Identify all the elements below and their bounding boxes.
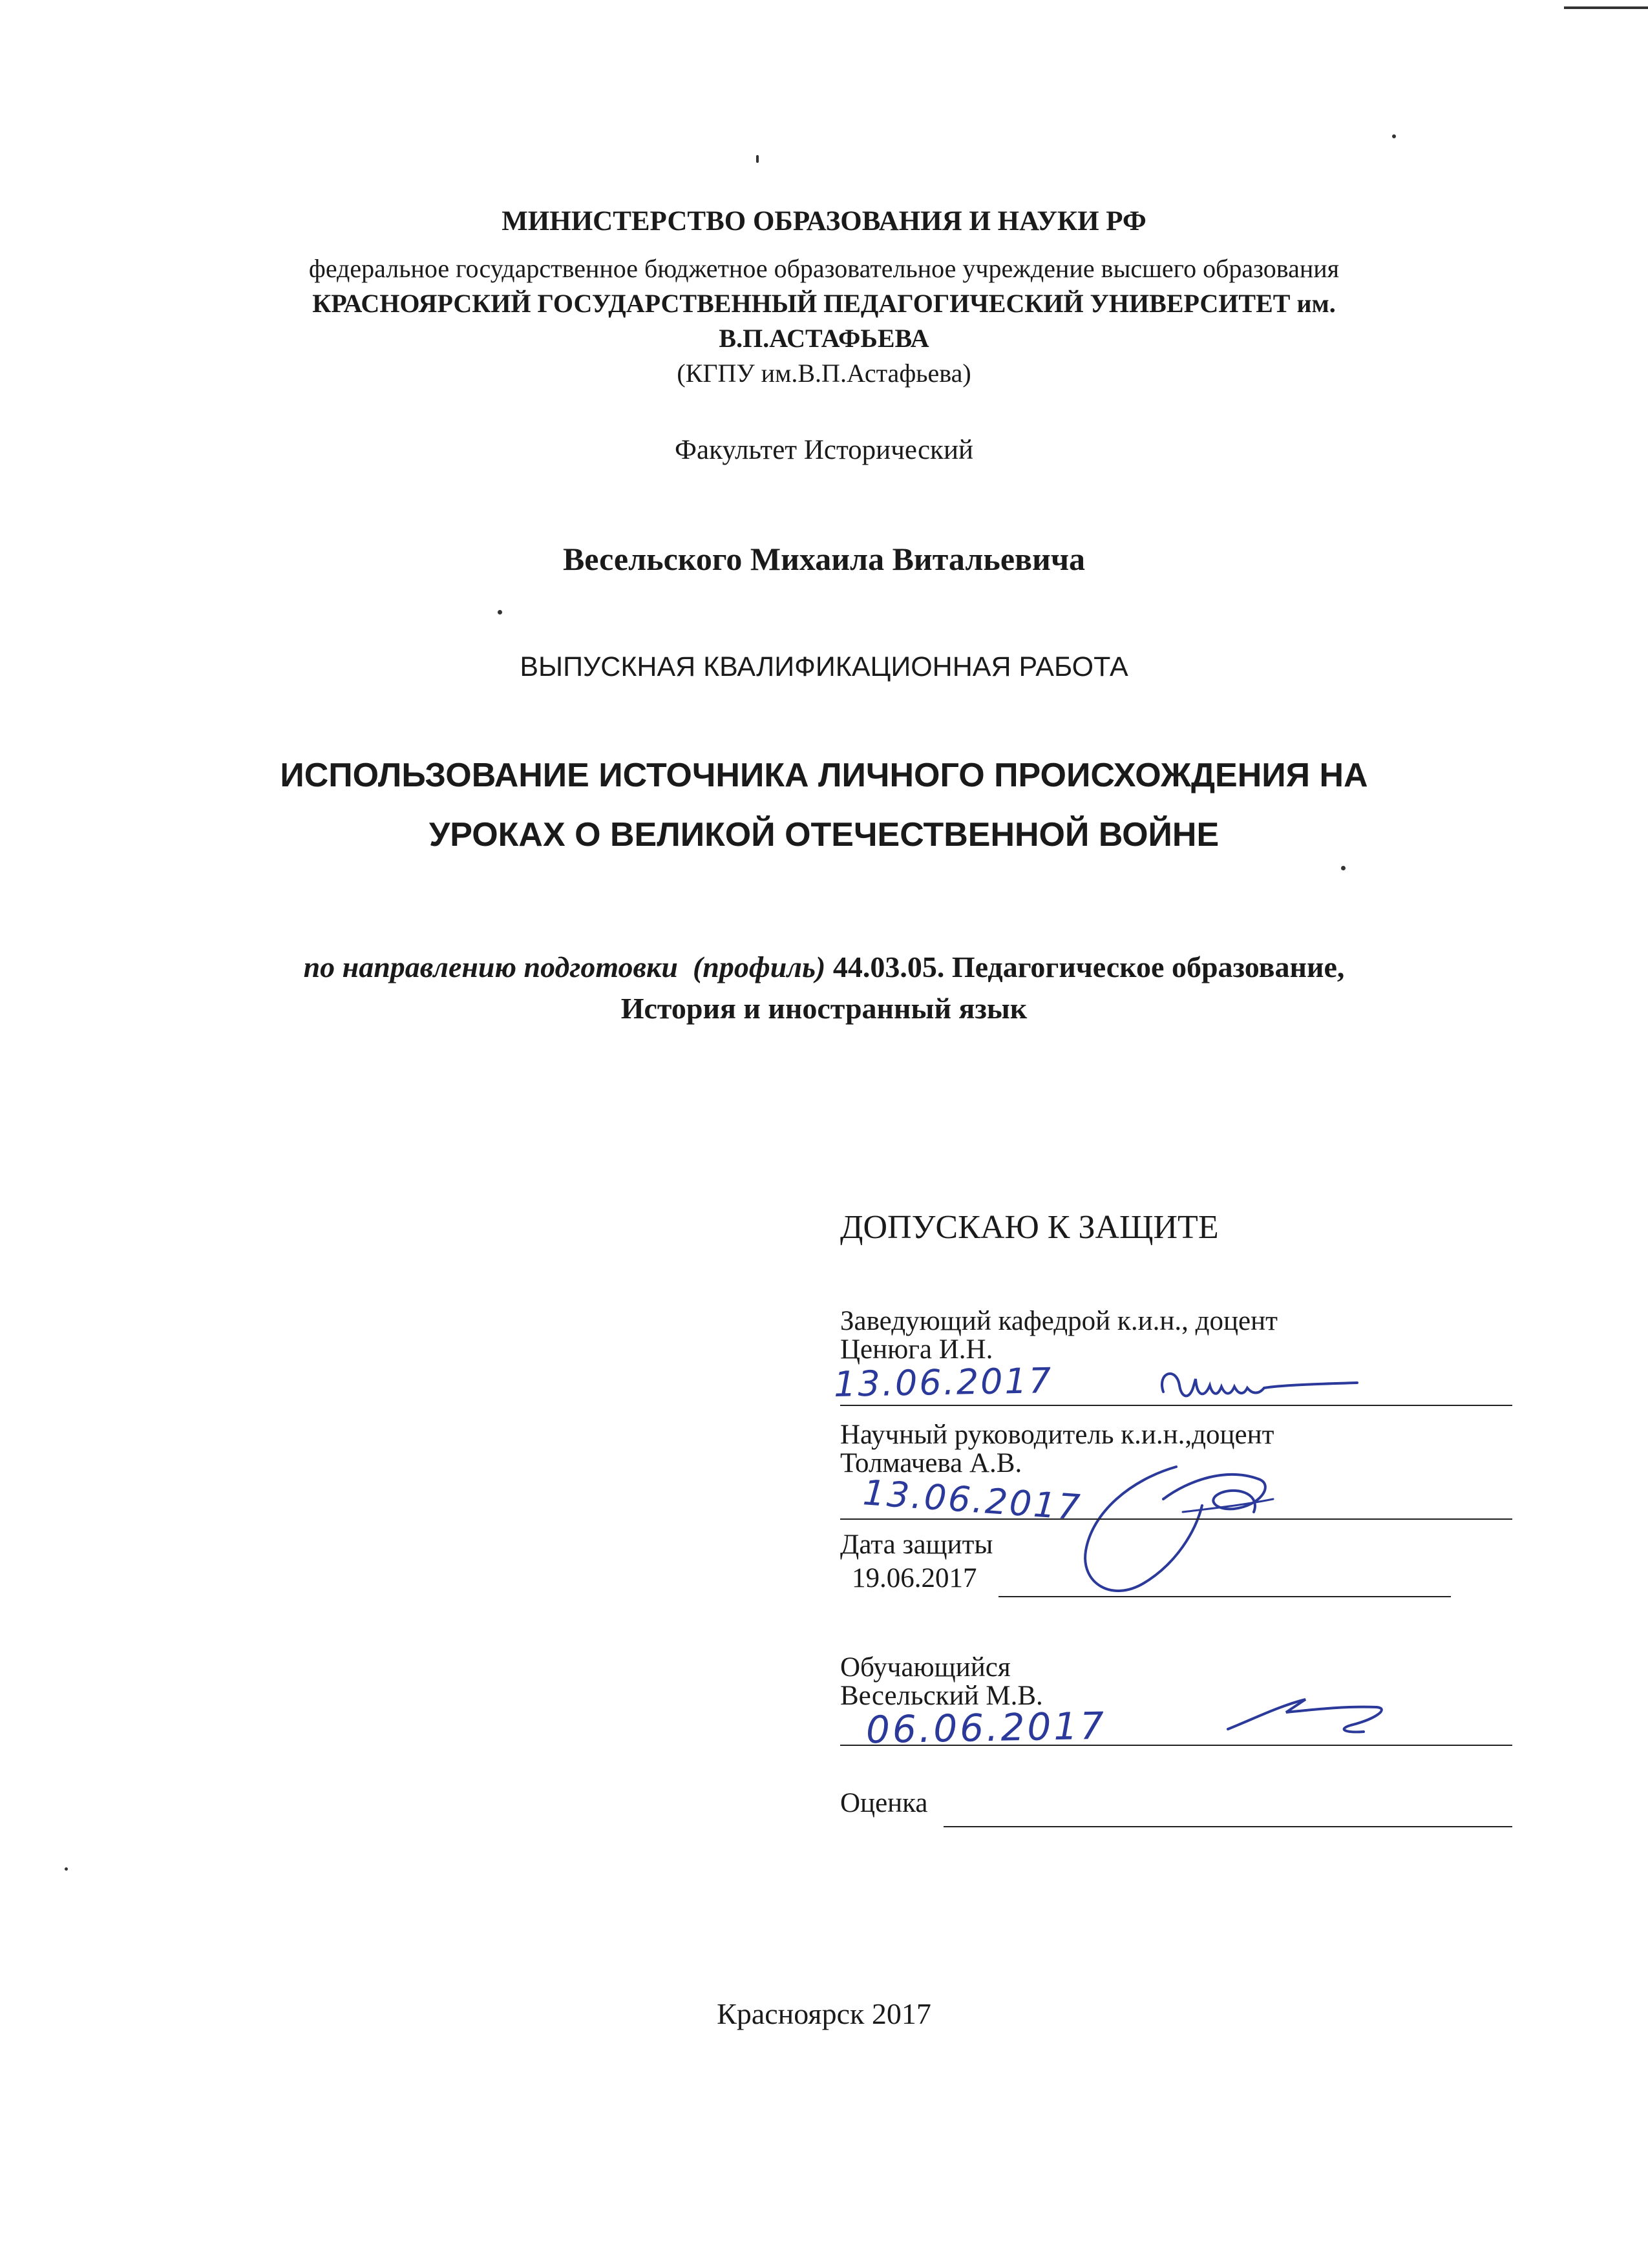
scan-speck	[1392, 134, 1396, 138]
study-direction-code: 44.03.05. Педагогическое образование,	[832, 950, 1345, 983]
city-and-year: Красноярск 2017	[717, 1997, 931, 2030]
student-name: Весельский М.В.	[840, 1681, 1043, 1711]
study-direction-line2: История и иностранный язык	[620, 992, 1028, 1025]
university-name-line2: В.П.АСТАФЬЕВА	[719, 324, 929, 353]
supervisor-handwritten-date: 13.06.2017	[861, 1472, 1083, 1528]
faculty-name: Факультет Исторический	[675, 435, 973, 465]
defense-date-value: 19.06.2017	[852, 1563, 977, 1593]
student-label: Обучающийся	[840, 1652, 1011, 1683]
university-name-line1: КРАСНОЯРСКИЙ ГОСУДАРСТВЕННЫЙ ПЕДАГОГИЧЕСКИЙ УНИВЕРСИТЕТ им.	[312, 289, 1336, 318]
thesis-title-line1: ИСПОЛЬЗОВАНИЕ ИСТОЧНИКА ЛИЧНОГО ПРОИСХОЖДЕНИЯ НА	[280, 757, 1368, 794]
scan-speck	[498, 610, 502, 614]
defense-date-label: Дата защиты	[840, 1529, 993, 1560]
supervisor-name: Толмачева А.В.	[840, 1448, 1022, 1478]
study-direction-prefix: по направлению подготовки (профиль)	[303, 950, 833, 983]
supervisor-signature-line	[840, 1518, 1512, 1520]
department-head-signature-line	[840, 1405, 1512, 1406]
scan-speck	[756, 155, 759, 163]
student-handwritten-date: 06.06.2017	[865, 1703, 1107, 1752]
supervisor-signature	[1066, 1441, 1286, 1609]
scan-speck	[1341, 866, 1346, 870]
scan-speck	[1564, 6, 1648, 9]
author-name: Весельского Михаила Витальевича	[562, 541, 1086, 577]
institution-type: федеральное государственное бюджетное образовательное учреждение высшего образования	[308, 254, 1340, 283]
approval-heading: ДОПУСКАЮ К ЗАЩИТЕ	[840, 1209, 1219, 1246]
department-head-signature	[1150, 1360, 1364, 1411]
defense-date-line	[998, 1596, 1451, 1597]
department-head-position: Заведующий кафедрой к.и.н., доцент	[840, 1306, 1278, 1336]
ministry-name: МИНИСТЕРСТВО ОБРАЗОВАНИЯ И НАУКИ РФ	[502, 206, 1146, 236]
department-head-handwritten-date: 13.06.2017	[833, 1360, 1053, 1405]
grade-label: Оценка	[840, 1788, 928, 1818]
study-direction-line1	[0, 950, 1648, 984]
university-abbreviation: (КГПУ им.В.П.Астафьева)	[677, 359, 971, 388]
student-signature	[1215, 1693, 1409, 1745]
work-type: ВЫПУСКНАЯ КВАЛИФИКАЦИОННАЯ РАБОТА	[520, 651, 1128, 682]
scan-speck	[65, 1867, 68, 1871]
student-signature-line	[840, 1745, 1512, 1746]
thesis-title-line2: УРОКАХ О ВЕЛИКОЙ ОТЕЧЕСТВЕННОЙ ВОЙНЕ	[428, 816, 1220, 854]
department-head-name: Ценюга И.Н.	[840, 1334, 993, 1365]
supervisor-position: Научный руководитель к.и.н.,доцент	[840, 1420, 1274, 1450]
grade-line	[944, 1826, 1512, 1827]
